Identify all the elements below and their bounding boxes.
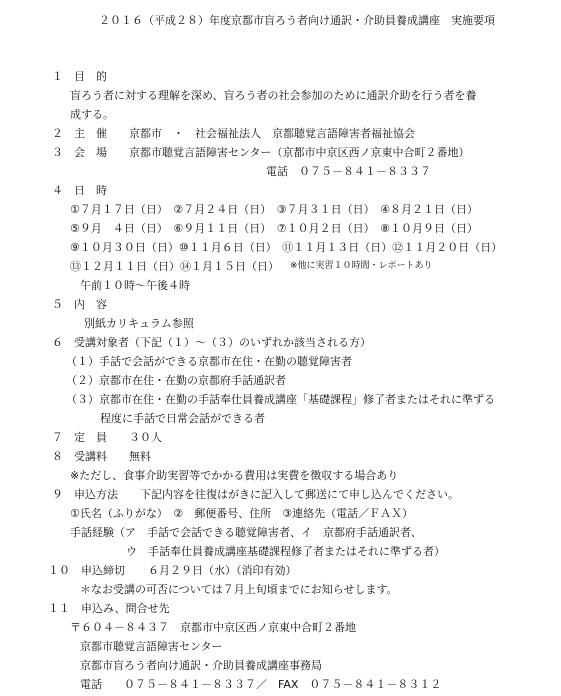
contact-address: 〒６０４－８４３７ 京都市中京区西ノ京東中合町２番地 <box>70 621 356 634</box>
section-1-heading: １ 目 的 <box>52 70 107 83</box>
eligibility-item: （２）京都市在住・在勤の京都府手話通訳者 <box>66 374 286 387</box>
section-9-experience: 手話経験（ア 手話で会話できる聴覚障害者、イ 京都府手話通訳者、 <box>70 526 422 539</box>
section-10-note: ＊なお受講の可否については７月上旬頃までにお知らせします。 <box>80 583 398 596</box>
eligibility-item: （３）京都市在住・在勤の手話奉仕員養成講座「基礎課程」修了者またはそれに準ずる <box>66 393 495 406</box>
document-title: ２０１６（平成２８）年度京都市盲ろう者向け通訳・介助員養成講座 実施要項 <box>99 14 495 27</box>
eligibility-item-continued: 程度に手話で日常会話ができる者 <box>100 412 265 425</box>
section-10-deadline-date: ６月２９日（水）（消印有効） <box>148 564 297 577</box>
schedule-time: 午前１０時～午後４時 <box>80 279 190 292</box>
section-9-application-method: ９ 申込方法 下記内容を往復はがきに記入して郵送にて申し込んでください。 <box>52 488 459 501</box>
section-9-experience-continued: ウ 手話奉仕員養成講座基礎課程修了者またはそれに準ずる者） <box>126 545 445 558</box>
section-11-heading: １１ 申込み、問合せ先 <box>48 602 170 615</box>
section-2-organizer: ２ 主 催 京都市 ・ 社会福祉法人 京都聴覚言語障害者福祉協会 <box>52 127 415 140</box>
section-10-deadline-label: １０ 申込締切 <box>48 564 125 577</box>
section-5-heading: ５ 内 容 <box>52 298 107 311</box>
schedule-row: ⑨１０月３０日（日）⑩１１月６日（日） ⑪１１月１３日（日）⑫１１月２０日（日） <box>70 241 503 254</box>
section-9-fields: ①氏名（ふりがな） ② 郵便番号、住所 ③連絡先（電話／ＦＡＸ） <box>70 507 414 520</box>
section-6-heading: ６ 受講対象者（下記（１）～（３）のいずれか該当される方） <box>52 336 371 349</box>
section-7-capacity: ７ 定 員 ３０人 <box>52 431 162 444</box>
schedule-row: ①７月１７日（日） ②７月２４日（日） ③７月３１日（日） ④８月２１日（日） <box>70 203 478 216</box>
schedule-note: ※他に実習１０時間・レポートあり <box>290 261 433 271</box>
section-8-fee: ８ 受講料 無料 <box>52 450 151 463</box>
contact-phone-fax: 電話 ０７５－８４１－８３３７／ FAX ０７５－８４１－８３１２ <box>80 678 442 691</box>
section-3-venue: ３ 会 場 京都市聴覚言語障害センター（京都市中京区西ノ京東中合町２番地） <box>52 146 470 159</box>
contact-office: 京都市盲ろう者向け通訳・介助員養成講座事務局 <box>80 659 322 672</box>
section-1-text-line1: 盲ろう者に対する理解を深め、盲ろう者の社会参加のために通訳介助を行う者を養 <box>70 89 477 102</box>
schedule-row: ⑬１２月１１日（日）⑭１月１５日（日） <box>70 260 279 273</box>
section-1-text-line2: 成する。 <box>70 108 114 121</box>
section-5-text: 別紙カリキュラム参照 <box>84 317 194 330</box>
eligibility-item: （１）手話で会話ができる京都市在住・在勤の聴覚障害者 <box>66 355 352 368</box>
section-3-phone: 電話 ０７５－８４１－８３３７ <box>266 165 431 178</box>
contact-org: 京都市聴覚言語障害センター <box>80 640 223 653</box>
section-4-heading: ４ 日 時 <box>52 184 107 197</box>
schedule-row: ⑤９月 ４日（日） ⑥９月１１日（日） ⑦１０月２日（日） ⑧１０月９日（日） <box>70 222 478 235</box>
section-8-note: ※ただし、食事介助実習等でかかる費用は実費を徴収する場合あり <box>70 469 399 482</box>
